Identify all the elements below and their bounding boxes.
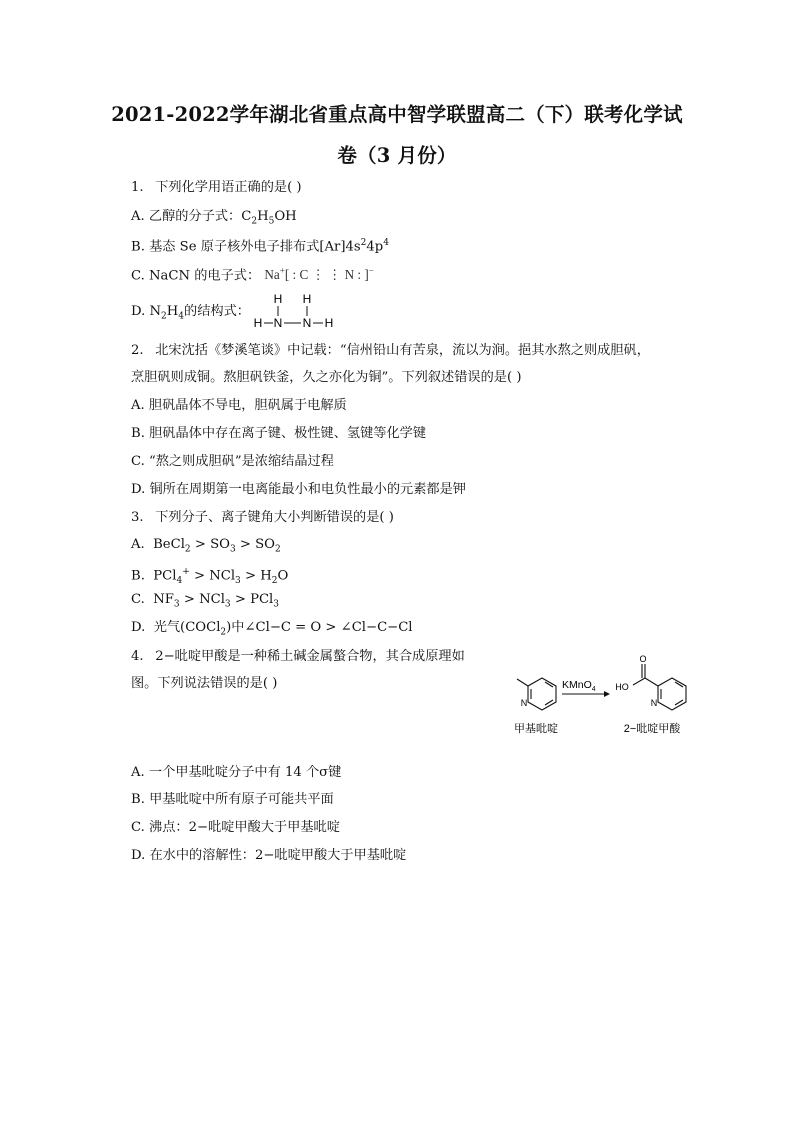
atom-n: N [302, 316, 312, 330]
atom-h: H [273, 292, 283, 306]
q4-option-d: D. 在水中的溶解性：2−吡啶甲酸大于甲基吡啶 [131, 848, 407, 863]
q1-option-d: D. $N_2H_4$的结构式： [131, 304, 250, 322]
atom-h: H [324, 316, 334, 330]
atom-h: H [302, 292, 312, 306]
question-text: 北宋沈括《梦溪笔谈》中记载：“信州铅山有苦泉，流以为涧。挹其水熬之则成胆矾， [155, 343, 650, 358]
oxygen-label: O [639, 654, 647, 664]
hydroxyl-label: HO [615, 682, 629, 692]
q2-option-b: B. 胆矾晶体中存在离子键、极性键、氢键等化学键 [131, 426, 427, 441]
question-text: 下列分子、离子键角大小判断错误的是( ) [155, 510, 394, 525]
electron-formula: Na+[ : C ⋮ ⋮ N : ]− [264, 266, 374, 283]
picolinic-acid-structure [633, 664, 686, 710]
question-text: 2−吡啶甲酸是一种稀土碱金属螯合物，其合成原理如 [155, 649, 465, 664]
q2-option-d: D. 铜所在周期第一电离能最小和电负性最小的元素都是钾 [131, 482, 466, 497]
reactant-name: 甲基吡啶 [514, 723, 558, 735]
q3-option-c: C. $NF_3 > NCl_3 > PCl_3$ [131, 592, 280, 610]
document-title-line2: 卷（3 月份） [337, 144, 457, 167]
question-1-stem [131, 179, 302, 197]
question-4-stem [131, 648, 465, 666]
question-number: 1. [131, 180, 144, 195]
question-2-stem-line2: 烹胆矾则成铜。熬胆矾铁釜，久之亦化为铜”。下列叙述错误的是( ) [131, 370, 522, 385]
hydrazine-structure [252, 290, 342, 332]
q3-option-b: B. $PCl_4^+ > NCl_3 > H_2O$ [131, 567, 289, 587]
question-3-stem [131, 509, 394, 527]
q3-option-a: A. BeCl$_2$ > $SO_3 > SO_2$ [131, 537, 281, 555]
q1-option-a: A. 乙醇的分子式：$C_2H_5OH$ [131, 209, 297, 227]
document-title-line1: 2021-2022学年湖北省重点高中智学联盟高二（下）联考化学试 [111, 103, 683, 126]
q4-option-b: B. 甲基吡啶中所有原子可能共平面 [131, 792, 334, 807]
question-number: 3. [131, 510, 144, 525]
q1-option-c: C. NaCN 的电子式： Na+[ : C ⋮ ⋮ N : ]− [131, 266, 374, 284]
q4-option-c: C. 沸点：2−吡啶甲酸大于甲基吡啶 [131, 820, 340, 835]
question-number: 2. [131, 343, 144, 358]
product-name: 2−吡啶甲酸 [623, 723, 681, 735]
atom-h: H [253, 316, 263, 330]
question-number: 4. [131, 649, 144, 664]
q3-option-d: D. 光气(COCl$_2$)中∠Cl−C = O > ∠Cl−C−Cl [131, 620, 413, 638]
reagent-label: KMnO$_4$ [562, 679, 596, 693]
question-text: 下列化学用语正确的是( ) [155, 180, 302, 195]
question-4-stem-line2: 图。下列说法错误的是( ) [131, 676, 278, 691]
q2-option-c: C. “熬之则成胆矾”是浓缩结晶过程 [131, 454, 334, 469]
nitrogen-label: N [650, 698, 658, 708]
q4-option-a: A. 一个甲基吡啶分子中有 14 个σ键 [131, 765, 342, 780]
q2-option-a: A. 胆矾晶体不导电，胆矾属于电解质 [131, 398, 347, 413]
nitrogen-label: N [520, 698, 528, 708]
atom-n: N [273, 316, 283, 330]
q1-option-b: B. 基态 Se 原子核外电子排布式$[Ar]4s^24p^4$ [131, 238, 389, 255]
question-2-stem [131, 342, 650, 360]
reaction-scheme [500, 652, 700, 744]
